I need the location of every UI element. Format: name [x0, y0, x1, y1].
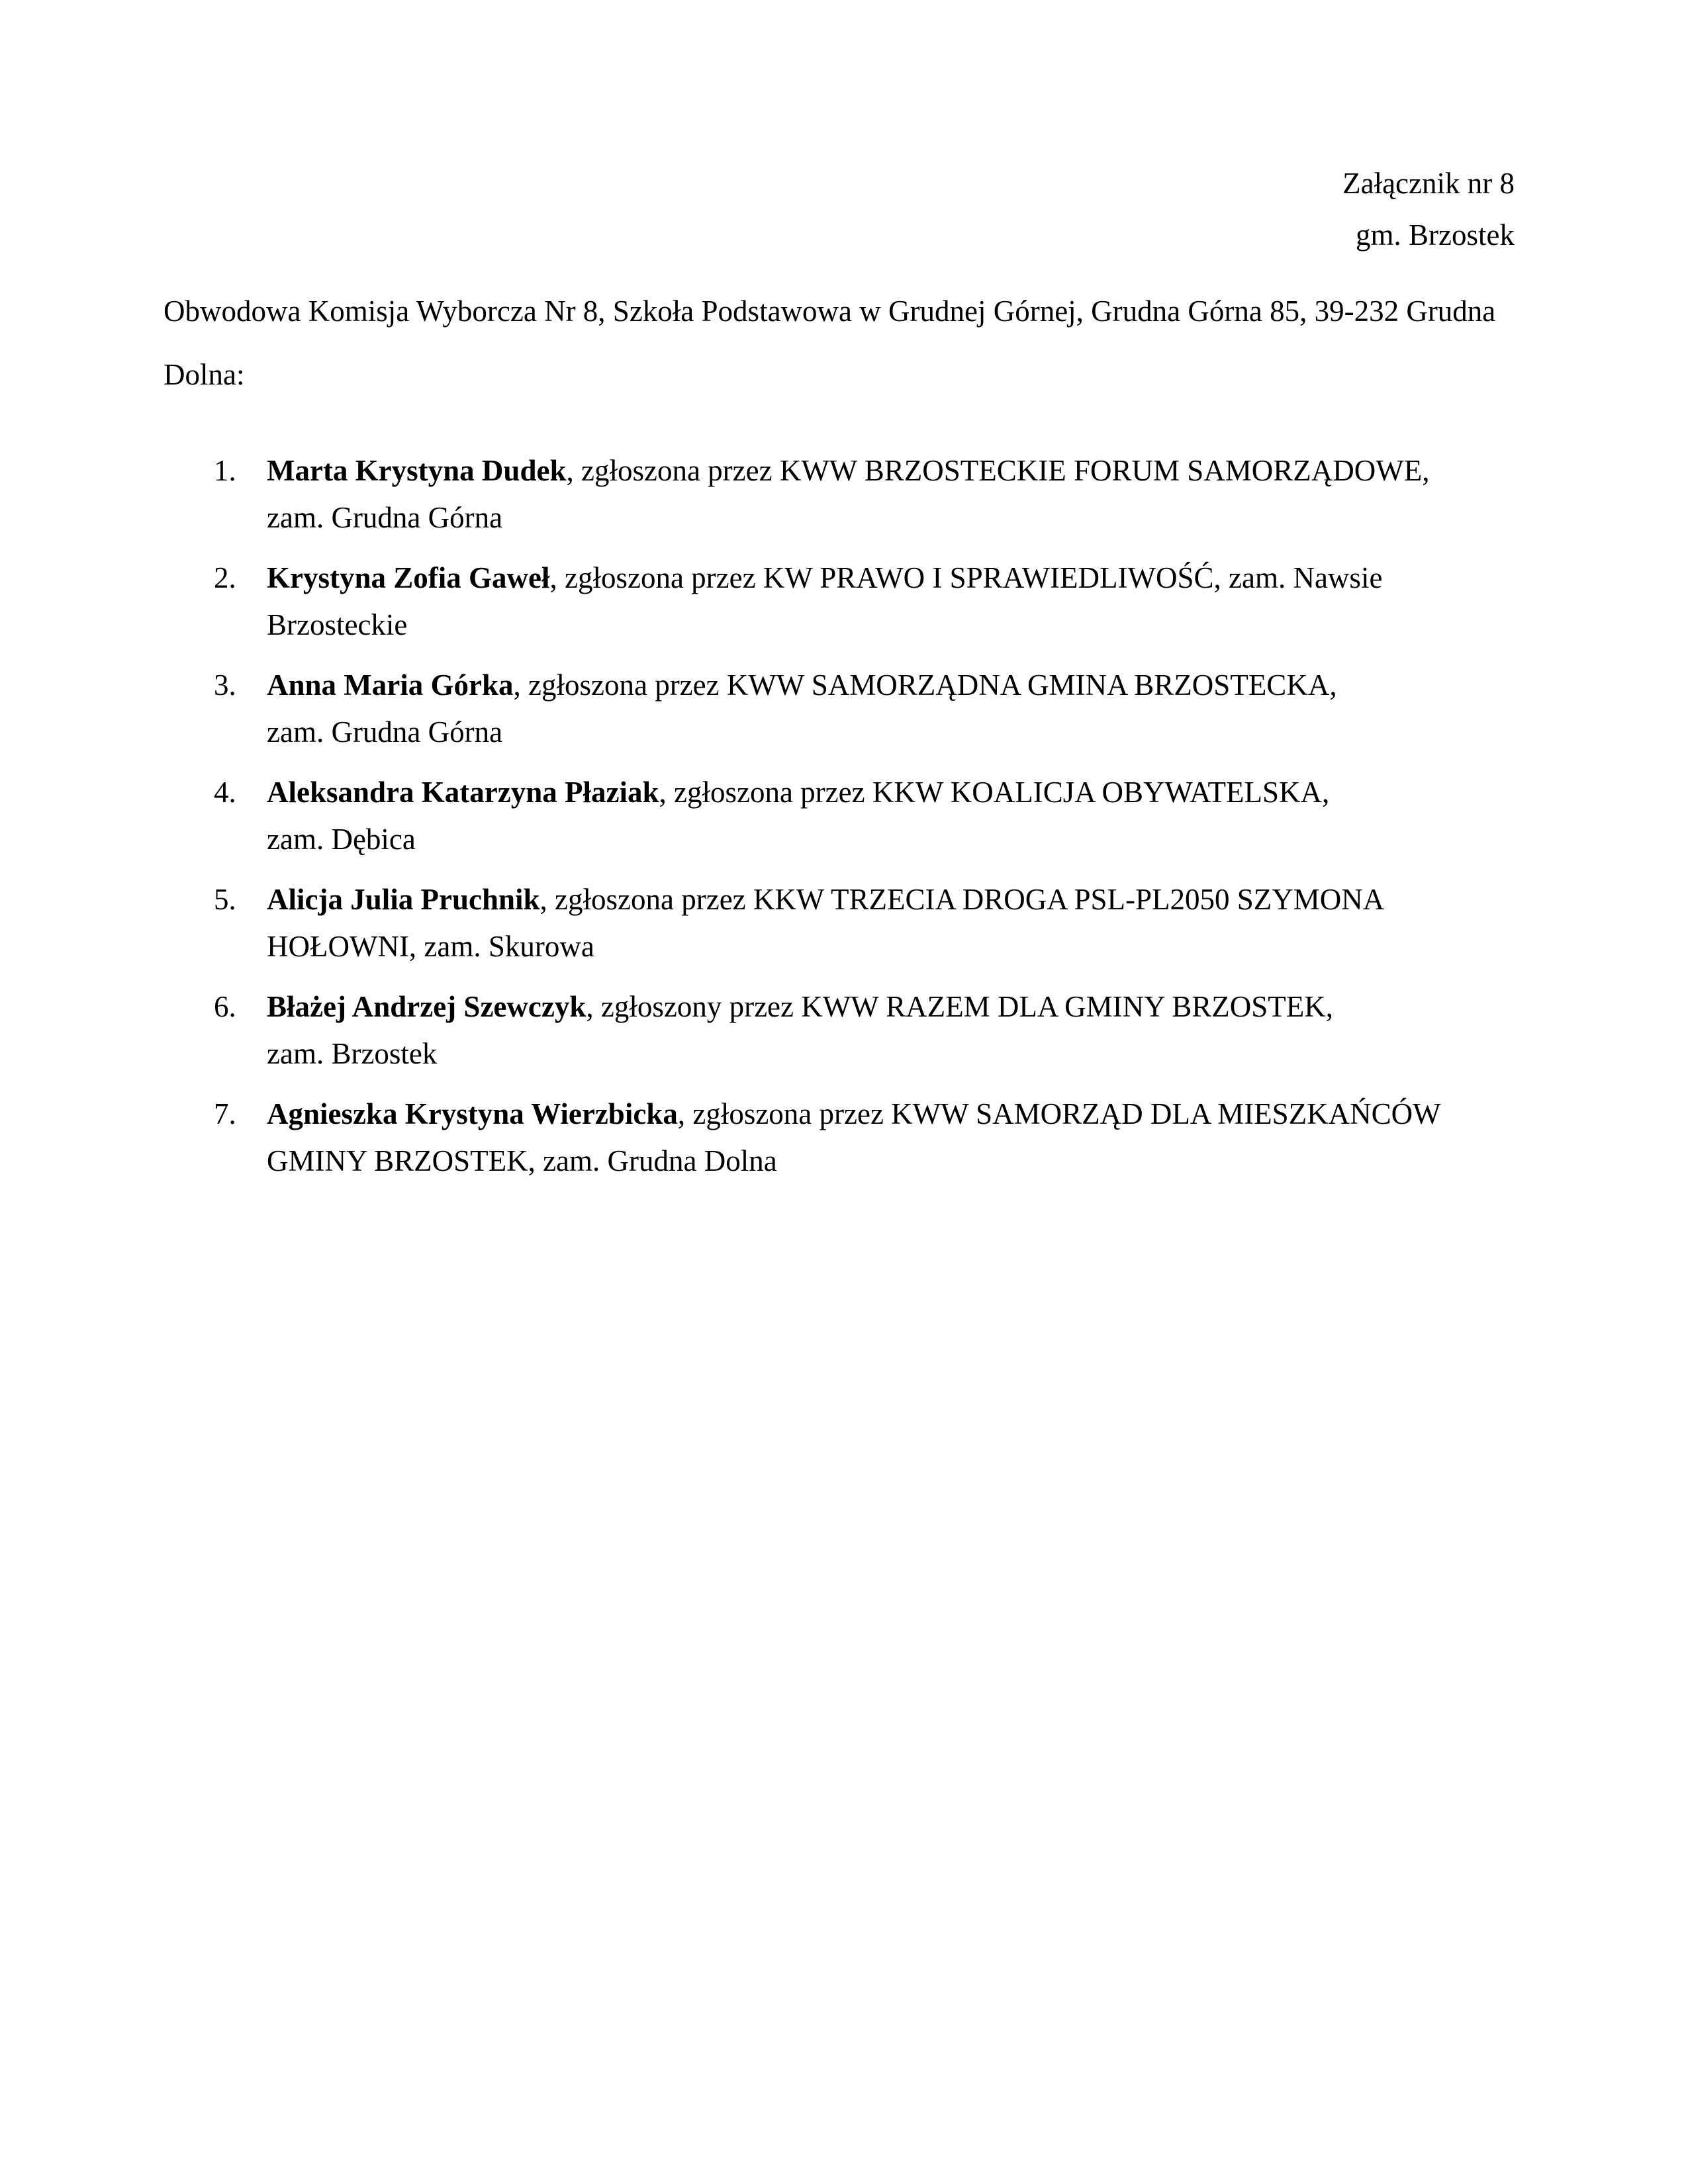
member-name: Agnieszka Krystyna Wierzbicka: [267, 1097, 678, 1130]
list-item-number: 3.: [214, 668, 236, 702]
member-name: Anna Maria Górka: [267, 668, 514, 702]
member-details: , zgłoszona przez KWW BRZOSTECKIE FORUM SAMORZĄDOWE,: [566, 454, 1430, 487]
list-item: [164, 555, 1521, 649]
list-item-line1: [267, 662, 1521, 709]
list-item-line1: [267, 447, 1521, 494]
list-item: [164, 447, 1521, 541]
member-residence: zam. Grudna Górna: [267, 715, 503, 749]
list-item-number: 4.: [214, 776, 236, 809]
list-item: [164, 983, 1521, 1077]
member-residence: GMINY BRZOSTEK, zam. Grudna Dolna: [267, 1144, 777, 1177]
list-item: [164, 662, 1521, 756]
member-details: , zgłoszona przez KKW TRZECIA DROGA PSL-PL2050 SZYMONA: [539, 883, 1385, 916]
member-details: , zgłoszona przez KWW SAMORZĄD DLA MIESZKAŃCÓW: [677, 1097, 1441, 1130]
list-item-line1: [267, 769, 1521, 816]
member-residence: zam. Grudna Górna: [267, 501, 503, 534]
members-list: [164, 447, 1521, 1198]
member-details: , zgłoszony przez KWW RAZEM DLA GMINY BRZOSTEK,: [586, 990, 1333, 1023]
member-name: Alicja Julia Pruchnik: [267, 883, 540, 916]
list-item-number: 5.: [214, 883, 236, 916]
list-item-number: 6.: [214, 990, 236, 1023]
commission-description: Obwodowa Komisja Wyborcza Nr 8, Szkoła Podstawowa w Grudnej Górnej, Grudna Górna 85, 39-232 Grudna Dolna:: [164, 295, 1496, 391]
list-item: [164, 769, 1521, 863]
list-item-number: 7.: [214, 1097, 236, 1130]
list-item: [164, 876, 1521, 970]
municipality-name: gm. Brzostek: [1356, 218, 1515, 251]
attachment-number: Załącznik nr 8: [1342, 167, 1515, 200]
list-item: [164, 1091, 1521, 1185]
list-item-line1: [267, 555, 1521, 602]
member-residence: zam. Brzostek: [267, 1037, 438, 1070]
member-name: Aleksandra Katarzyna Płaziak: [267, 776, 659, 809]
member-residence: Brzosteckie: [267, 608, 408, 641]
member-residence: zam. Dębica: [267, 823, 416, 856]
member-details: , zgłoszona przez KWW SAMORZĄDNA GMINA BRZOSTECKA,: [513, 668, 1337, 702]
member-name: Krystyna Zofia Gaweł: [267, 561, 550, 594]
list-item-line1: [267, 1091, 1521, 1138]
list-item-line1: [267, 983, 1521, 1030]
list-item-number: 1.: [214, 454, 236, 487]
member-residence: HOŁOWNI, zam. Skurowa: [267, 930, 594, 963]
list-item-line1: [267, 876, 1521, 923]
member-name: Marta Krystyna Dudek: [267, 454, 567, 487]
member-details: , zgłoszona przez KW PRAWO I SPRAWIEDLIWOŚĆ, zam. Nawsie: [549, 561, 1383, 594]
list-item-number: 2.: [214, 561, 236, 594]
attachment-header: [1342, 158, 1515, 261]
member-details: , zgłoszona przez KKW KOALICJA OBYWATELSKA,: [659, 776, 1330, 809]
member-name: Błażej Andrzej Szewczyk: [267, 990, 586, 1023]
